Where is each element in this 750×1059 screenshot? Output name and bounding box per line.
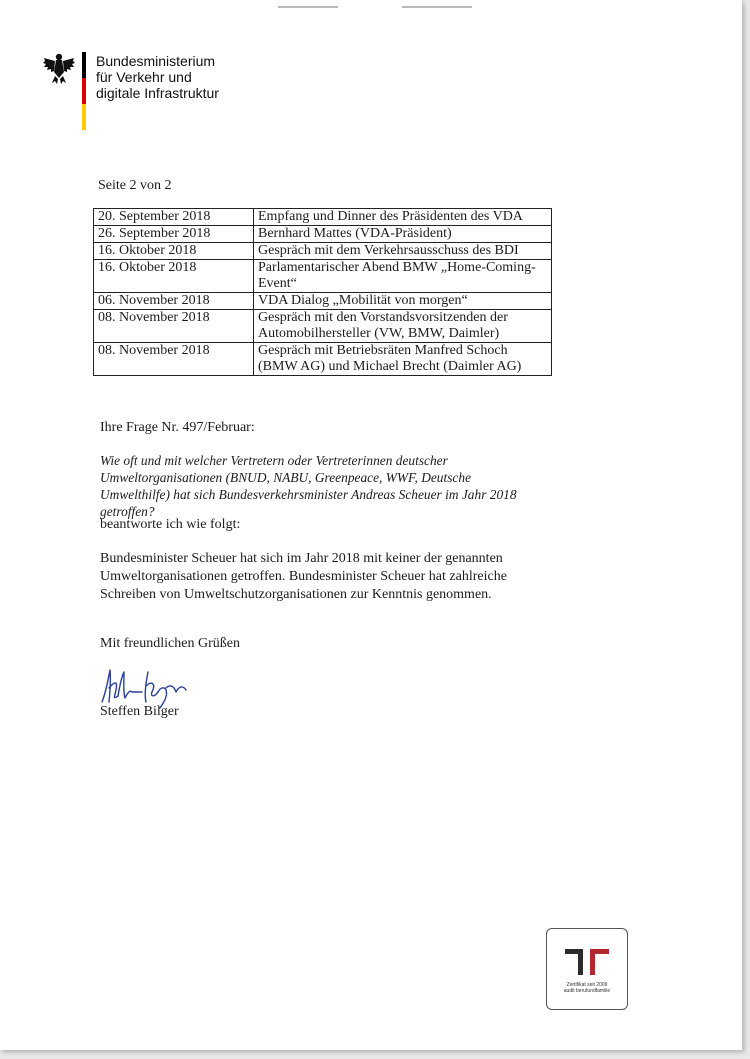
answer-intro: beantworte ich wie folgt: bbox=[100, 517, 241, 532]
table-row bbox=[94, 243, 552, 260]
date-cell: 16. Oktober 2018 bbox=[94, 243, 254, 260]
ministry-name bbox=[96, 53, 316, 101]
table-row bbox=[94, 310, 552, 343]
event-cell: VDA Dialog „Mobilität von morgen“ bbox=[254, 293, 552, 310]
badge-line: audit berufundfamilie bbox=[563, 988, 611, 994]
audit-logo-icon bbox=[563, 945, 611, 979]
event-cell: Gespräch mit den Vorstandsvorsitzenden der Automobilhersteller (VW, BMW, Daimler) bbox=[254, 310, 552, 343]
question-text: Wie oft und mit welcher Vertretern oder Vertreterinnen deutscher Umweltorganisationen (BNUD, NABU, Greenpeace, WWF, Deutsche Umwelthilfe) hat sich Bundesverkehrsminister Andreas Scheuer im Jahr 2018 getroffen? bbox=[100, 453, 517, 519]
closing-greeting: Mit freundlichen Grüßen bbox=[100, 636, 240, 651]
ministry-line: digitale Infrastruktur bbox=[96, 85, 219, 101]
flag-stripe-black bbox=[82, 52, 86, 78]
date-cell: 08. November 2018 bbox=[94, 310, 254, 343]
federal-eagle-icon bbox=[42, 52, 76, 86]
question-heading: Ihre Frage Nr. 497/Februar: bbox=[100, 420, 255, 435]
date-cell: 06. November 2018 bbox=[94, 293, 254, 310]
badge-line: Zertifikat seit 2009 bbox=[566, 982, 608, 988]
scan-mark bbox=[278, 6, 338, 8]
table-row bbox=[94, 226, 552, 243]
signer-name: Steffen Bilger bbox=[100, 704, 179, 719]
event-cell: Parlamentarischer Abend BMW „Home-Coming-Event“ bbox=[254, 260, 552, 293]
event-cell: Empfang und Dinner des Präsidenten des VDA bbox=[254, 209, 552, 226]
answer-text: Bundesminister Scheuer hat sich im Jahr 2018 mit keiner der genannten Umweltorganisationen getroffen. Bundesminister Scheuer hat zahlreiche Schreiben von Umweltschutzorganisationen zur Kenntnis genommen. bbox=[100, 551, 507, 602]
flag-stripe-red bbox=[82, 78, 86, 104]
ministry-line: Bundesministerium bbox=[96, 53, 216, 69]
event-cell: Bernhard Mattes (VDA-Präsident) bbox=[254, 226, 552, 243]
audit-certificate-badge bbox=[546, 928, 628, 1010]
date-cell: 20. September 2018 bbox=[94, 209, 254, 226]
german-flag-bar bbox=[82, 52, 86, 130]
flag-stripe-gold bbox=[82, 104, 86, 130]
date-cell: 16. Oktober 2018 bbox=[94, 260, 254, 293]
event-cell: Gespräch mit Betriebsräten Manfred Schoch (BMW AG) und Michael Brecht (Daimler AG) bbox=[254, 343, 552, 376]
scan-mark bbox=[402, 6, 472, 8]
page-number: Seite 2 von 2 bbox=[98, 178, 172, 193]
date-cell: 08. November 2018 bbox=[94, 343, 254, 376]
event-cell: Gespräch mit dem Verkehrsausschuss des BDI bbox=[254, 243, 552, 260]
table-row bbox=[94, 209, 552, 226]
table-row bbox=[94, 343, 552, 376]
table-row bbox=[94, 260, 552, 293]
appointments-table bbox=[93, 208, 552, 376]
ministry-line: für Verkehr und bbox=[96, 69, 192, 85]
date-cell: 26. September 2018 bbox=[94, 226, 254, 243]
table-row bbox=[94, 293, 552, 310]
